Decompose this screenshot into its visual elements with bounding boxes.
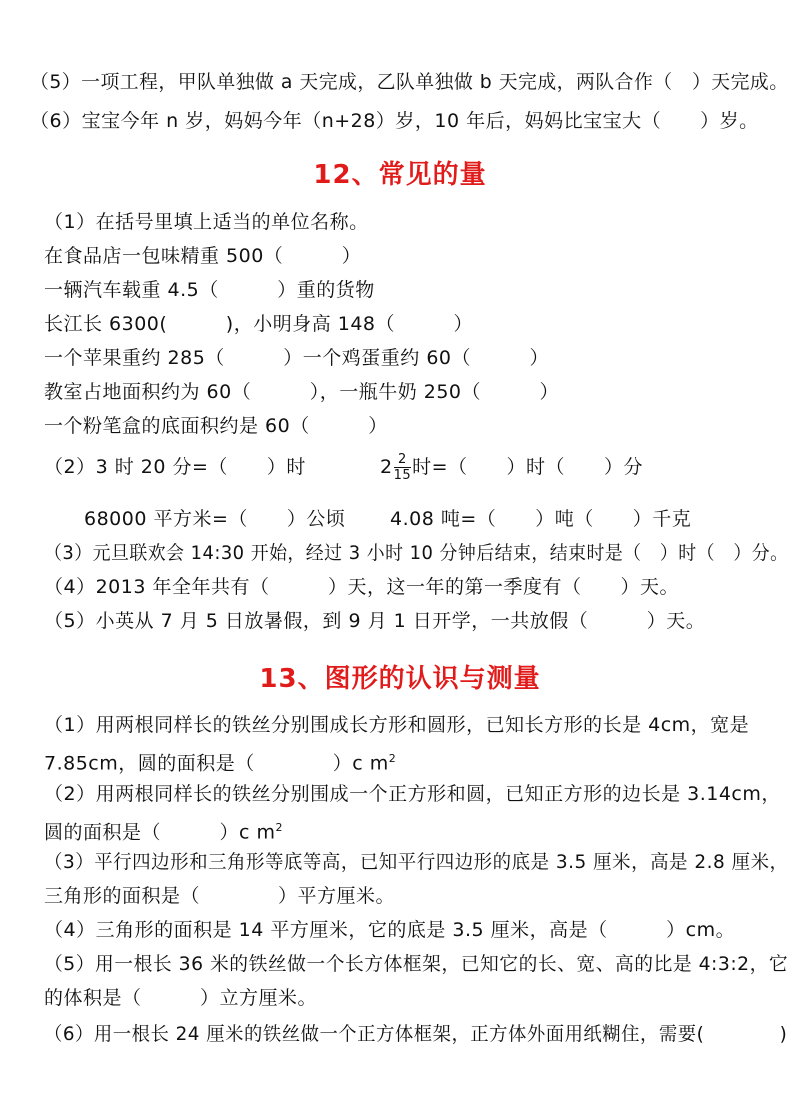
s12-q2-part-b-row [380,448,643,486]
s12-q1-line-5: 教室占地面积约为 60（ ），一瓶牛奶 250（ ） [44,381,560,403]
s11-question-5: （5）一项工程，甲队单独做 a 天完成，乙队单独做 b 天完成，两队合作（ ）天完成。 [30,71,789,93]
s12-q1-line-6: 一个粉笔盒的底面积约是 60（ ） [44,415,388,437]
s13-q3-line-2: 三角形的面积是（ ）平方厘米。 [44,885,396,907]
s13-q5-line-2: 的体积是（ ）立方厘米。 [44,987,318,1009]
s13-q6-line-1: （6）用一根长 24 厘米的铁丝做一个正方体框架，正方体外面用纸糊住，需要( ) [44,1023,788,1045]
s12-q1-line-3: 长江长 6300( )，小明身高 148（ ） [44,313,474,335]
s13-q1-line-2: 7.85cm，圆的面积是（ ）c m [44,752,389,775]
s13-question-4: （4）三角形的面积是 14 平方厘米，它的底是 3.5 厘米，高是（ ）cm。 [44,919,736,941]
fraction-numerator: 2 [394,452,412,468]
s13-q1-line-2-row [44,747,396,775]
s13-q1-line-1: （1）用两根同样长的铁丝分别围成长方形和圆形，已知长方形的长是 4cm，宽是 [44,714,750,736]
s12-q2-part-c: 68000 平方米=（ ）公顷 [84,508,346,530]
squared-mark: 2 [388,752,397,765]
squared-mark: 2 [275,821,283,834]
s13-q3-line-1: （3）平行四边形和三角形等底等高，已知平行四边形的底是 3.5 厘米，高是 2.8 厘米， [44,851,789,873]
s12-q1-line-4: 一个苹果重约 285（ ）一个鸡蛋重约 60（ ） [44,347,550,369]
s12-question-3: （3）元旦联欢会 14:30 开始，经过 3 小时 10 分钟后结束，结束时是（ ）时（ ）分。 [44,542,789,564]
s13-q2-line-1: （2）用两根同样长的铁丝分别围成一个正方形和圆，已知正方形的边长是 3.14cm， [44,783,781,805]
mixed-number-whole: 2 [380,456,393,478]
s12-q1-line-2: 一辆汽车载重 4.5（ ）重的货物 [44,279,375,301]
s12-q2-part-b: 时=（ ）时（ ）分 [412,456,644,478]
mixed-number-fraction [394,452,412,483]
s12-question-5: （5）小英从 7 月 5 日放暑假，到 9 月 1 日开学，一共放假（ ）天。 [44,610,706,632]
s13-q5-line-1: （5）用一根长 36 米的铁丝做一个长方体框架，已知它的长、宽、高的比是 4:3:2，它 [44,953,789,975]
section-12-title: 12、常见的量 [313,160,487,190]
s13-q2-line-2: 圆的面积是（ ）c m [44,821,276,844]
s12-question-4: （4）2013 年全年共有（ ）天，这一年的第一季度有（ ）天。 [44,576,679,598]
section-13-title: 13、图形的认识与测量 [259,664,541,694]
s11-question-6: （6）宝宝今年 n 岁，妈妈今年（n+28）岁，10 年后，妈妈比宝宝大（ ）岁。 [30,110,759,132]
s13-q2-line-2-row [44,816,283,844]
s12-q2-part-d: 4.08 吨=（ ）吨（ ）千克 [390,508,692,530]
s12-q1-line-1: 在食品店一包味精重 500（ ） [44,245,362,267]
fraction-denominator: 15 [393,468,412,483]
s12-q1-prompt: （1）在括号里填上适当的单位名称。 [44,211,369,233]
s12-q2-part-a: （2）3 时 20 分=（ ）时 [44,456,306,478]
